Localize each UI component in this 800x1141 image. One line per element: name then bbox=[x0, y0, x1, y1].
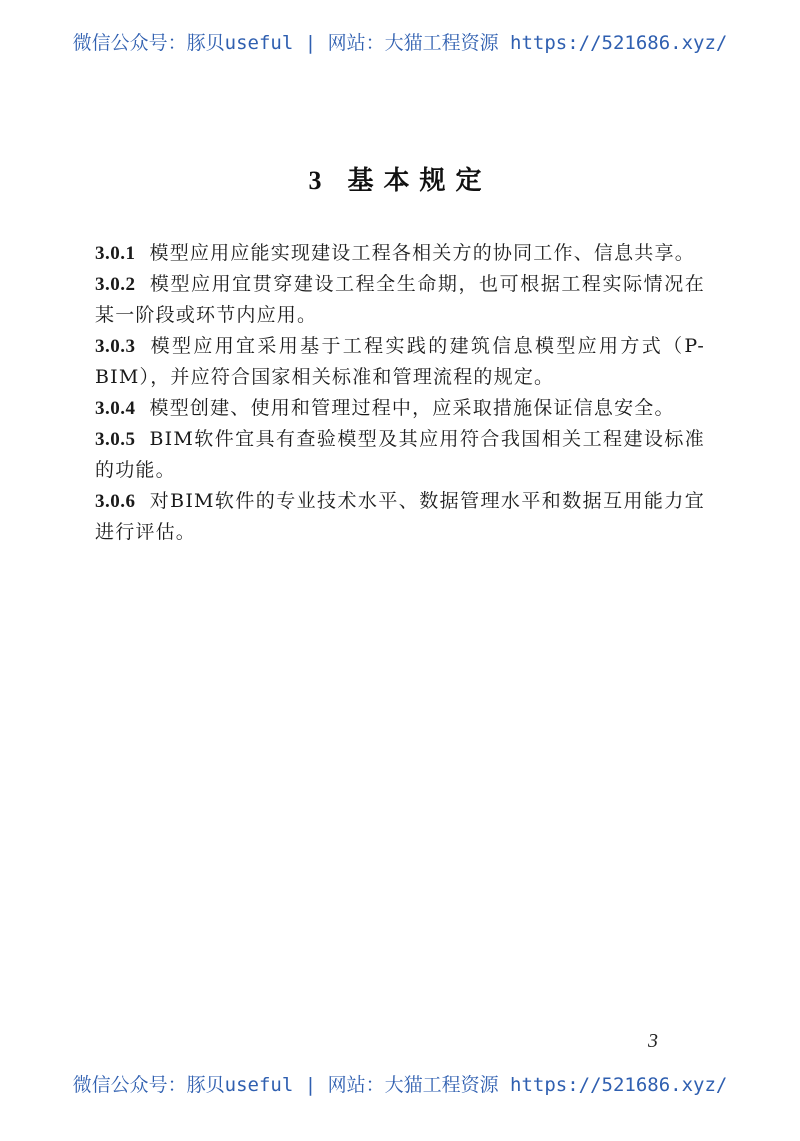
clause-number: 3.0.5 bbox=[95, 429, 136, 450]
clause-list bbox=[95, 238, 705, 548]
clause-text: 模型应用应能实现建设工程各相关方的协同工作、信息共享。 bbox=[149, 242, 695, 264]
watermark-header: 微信公众号：豚贝useful | 网站：大猫工程资源 https://521686.xyz/ bbox=[72, 32, 728, 54]
clause-item bbox=[95, 331, 705, 393]
clause-text: 对BIM软件的专业技术水平、数据管理水平和数据互用能力宜进行评估。 bbox=[95, 490, 705, 543]
clause-number: 3.0.2 bbox=[95, 274, 136, 295]
clause-item bbox=[95, 238, 705, 269]
chapter-number: 3 bbox=[308, 166, 332, 195]
page-number: 3 bbox=[648, 1030, 658, 1052]
watermark-footer: 微信公众号：豚贝useful | 网站：大猫工程资源 https://521686.xyz/ bbox=[72, 1074, 728, 1096]
clause-item bbox=[95, 486, 705, 548]
clause-number: 3.0.4 bbox=[95, 398, 136, 419]
clause-number: 3.0.1 bbox=[95, 243, 136, 264]
clause-number: 3.0.3 bbox=[95, 336, 136, 357]
clause-text: 模型应用宜贯穿建设工程全生命期，也可根据工程实际情况在某一阶段或环节内应用。 bbox=[95, 273, 705, 326]
clause-text: 模型创建、使用和管理过程中，应采取措施保证信息安全。 bbox=[149, 397, 675, 419]
clause-number: 3.0.6 bbox=[95, 491, 136, 512]
chapter-heading bbox=[0, 160, 800, 197]
clause-item bbox=[95, 393, 705, 424]
clause-text: BIM软件宜具有查验模型及其应用符合我国相关工程建设标准的功能。 bbox=[95, 428, 705, 481]
chapter-title: 基本规定 bbox=[347, 166, 492, 196]
clause-item bbox=[95, 424, 705, 486]
clause-text: 模型应用宜采用基于工程实践的建筑信息模型应用方式（P-BIM），并应符合国家相关标准和管理流程的规定。 bbox=[95, 335, 705, 388]
clause-item bbox=[95, 269, 705, 331]
